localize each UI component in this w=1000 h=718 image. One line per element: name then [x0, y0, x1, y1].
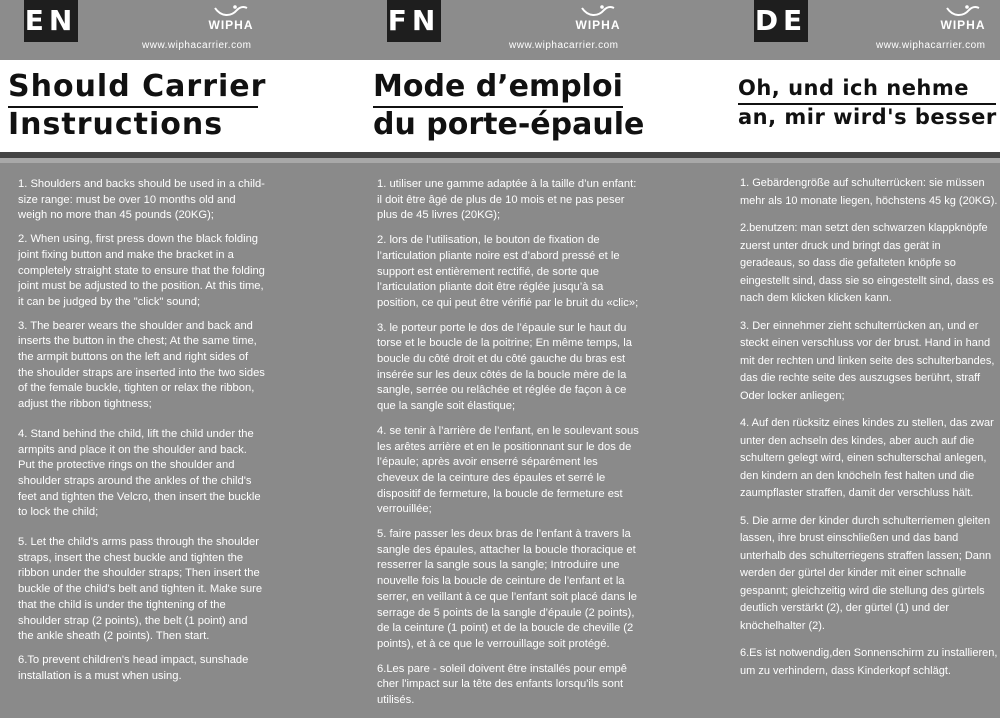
instruction-item: 2. lors de l’utilisation, le bouton de fixation de l’articulation pliante noire est d’abord pressé et le support est entièrement rectifié, de sorte que l’articulation pliante doit être réglée jusqu’à sa position, ce qui peut être vérifié par le bruit du «clic»; [377, 234, 639, 309]
instruction-item: 6.To prevent children's head impact, sunshade installation is a must when using. [18, 653, 249, 682]
title-line-2: du porte-épaule [373, 107, 645, 142]
title-area [666, 60, 1000, 152]
column-english [0, 0, 333, 707]
column-french [333, 0, 666, 707]
instruction-item: 3. Der einnehmer zieht schulterrücken an, und er steckt einen verschluss vor der brust. Hand in hand mit der rechten und linken seite des schulterbandes, das die rechte seite des auszugses berührt, straff Oder locker anliegen; [740, 319, 995, 402]
instruction-item: 5. Die arme der kinder durch schulterriemen gleiten lassen, ihre brust einschließen und das band unterhalb des schulterriegens straffen lassen; Dann werden der gürtel der kinder mit einer schnalle gespannt; gleichzeitig wird die stellung des gürtels deutlich verstärkt (2), der gürtel (1) und der knöchelhalter (2). [740, 514, 992, 632]
instruction-item: 2. When using, first press down the black folding joint fixing button and make the bracket in a completely straight state to ensure that the folding joint must be adjusted to the position. At this time, it can be judged by the "click" sound; [18, 233, 265, 308]
website-url: www.wiphacarrier.com [509, 40, 619, 51]
instruction-item: 3. The bearer wears the shoulder and back and inserts the button in the chest; At the same time, the armpit buttons on the left and right sides of the shoulder straps are inserted into the two sides of the female buckle, tighten or relax the ribbon, adjust the ribbon tightness; [18, 319, 265, 411]
title-line-1: Should Carrier [8, 72, 258, 108]
instructions-body [333, 163, 666, 707]
instruction-item: 6.Es ist notwendig,den Sonnenschirm zu installieren, um zu verhindern, dass Kinderkopf schlägt. [740, 647, 998, 677]
instruction-item: 4. se tenir à l’arrière de l’enfant, en le soulevant sous les arêtes arrière et en le positionnant sur le dos de l’épaule; après avoir enserré séparément les cheveux de la ceinture des épaules et serré le dispositif de fermeture, la boucle de fermeture est verrouillée; [377, 424, 639, 516]
title-area [0, 60, 333, 152]
logo-text: WIPHA [575, 18, 621, 32]
column-german [666, 0, 1000, 707]
instruction-item: 2.benutzen: man setzt den schwarzen klappknöpfe zuerst unter druck und bringt das gerät in geradeaus, so dass die gefalteten knöpfe so eingestellt sind, dass sie so eingestellt sind, dass es nach dem klicken klicken kann. [740, 222, 994, 304]
website-url: www.wiphacarrier.com [142, 40, 252, 51]
title-line-2: Instructions [8, 107, 224, 142]
page-title [8, 69, 267, 144]
instruction-item: 5. faire passer les deux bras de l’enfant à travers la sangle des épaules, attacher la boucle thoracique et resserrer la sangle sous la sangle; Introduire une nouvelle fois la boucle de ceinture de l’enfant et la serrer, en veillant à ce que l’enfant soit placé dans le serrage de 5 points de la sangle d’épaule (2 points), de la ceinture (1 point) et de la boucle de cheville (2 points), et à ce que le verrouillage soit protégé. [377, 528, 637, 650]
instruction-item: 4. Stand behind the child, lift the child under the armpits and place it on the shoulder and back. Put the protective rings on the shoulder and shoulder straps around the ankles of the child's feet and tighten the Velcro, then insert the buckle to lock the child; [18, 427, 261, 519]
website-url: www.wiphacarrier.com [876, 40, 986, 51]
instruction-item: 5. Let the child's arms pass through the shoulder straps, insert the chest buckle and tighten the ribbon under the shoulder straps; Then insert the buckle of the child's belt and tighten it. Make sure that the child is under the tightening of the shoulder strap (2 points), the belt (1 point) and the ankle sheath (2 points). Then start. [18, 536, 263, 643]
logo-mark-icon [945, 4, 981, 18]
page-title [373, 69, 645, 144]
language-badge: EN [24, 0, 78, 42]
instruction-item: 1. Shoulders and backs should be used in a child-size range: must be over 10 months old and weigh no more than 45 pounds (20KG); [18, 178, 265, 222]
instructions-body [666, 163, 1000, 707]
instruction-item: 1. utiliser une gamme adaptée à la taille d’un enfant: il doit être âgé de plus de 10 mois et ne pas peser plus de 45 livres (20KG); [377, 178, 637, 222]
instructions-list [377, 177, 639, 718]
logo-text: WIPHA [940, 18, 986, 32]
language-badge: FN [387, 0, 441, 42]
language-badge: DE [754, 0, 808, 42]
instructions-body [0, 163, 333, 707]
instruction-item: 1. Gebärdengröße auf schulterrücken: sie müssen mehr als 10 monate liegen, höchstens 45 kg (20KG). [740, 177, 998, 207]
title-line-2: an, mir wird's besser [738, 105, 997, 129]
title-line-1: Mode d’emploi [373, 72, 623, 108]
instructions-list [740, 175, 998, 690]
instructions-list [18, 177, 266, 692]
wipha-logo [928, 4, 998, 32]
title-area [333, 60, 666, 152]
instruction-item: 3. le porteur porte le dos de l’épaule sur le haut du torse et le boucle de la poitrine; En même temps, la boucle du côté droit et du côté gauche du bras est insérée sur les deux côtés de la boucle mère de la sangle, serrée ou relâchée et réglée de façon à ce que la sangle soit élastique; [377, 321, 632, 413]
instruction-item: 4. Auf den rücksitz eines kindes zu stellen, das zwar unter den achseln des kindes, aber auch auf die schultern gelegt wird, einen schulterschal anlegen, den kindern an den knöcheln fest halten und die zaumpflaster straffen, damit der verschluss hält. [740, 417, 994, 499]
page-title [738, 78, 996, 132]
wipha-logo [563, 4, 633, 32]
title-line-1: Oh, und ich nehme [738, 78, 996, 105]
logo-mark-icon [580, 4, 616, 18]
logo-text: WIPHA [208, 18, 254, 32]
wipha-logo [196, 4, 266, 32]
instruction-item: 6.Les pare - soleil doivent être installés pour empê cher l'impact sur la tête des enfants lorsqu'ils sont utilisés. [377, 662, 627, 707]
logo-mark-icon [213, 4, 249, 18]
